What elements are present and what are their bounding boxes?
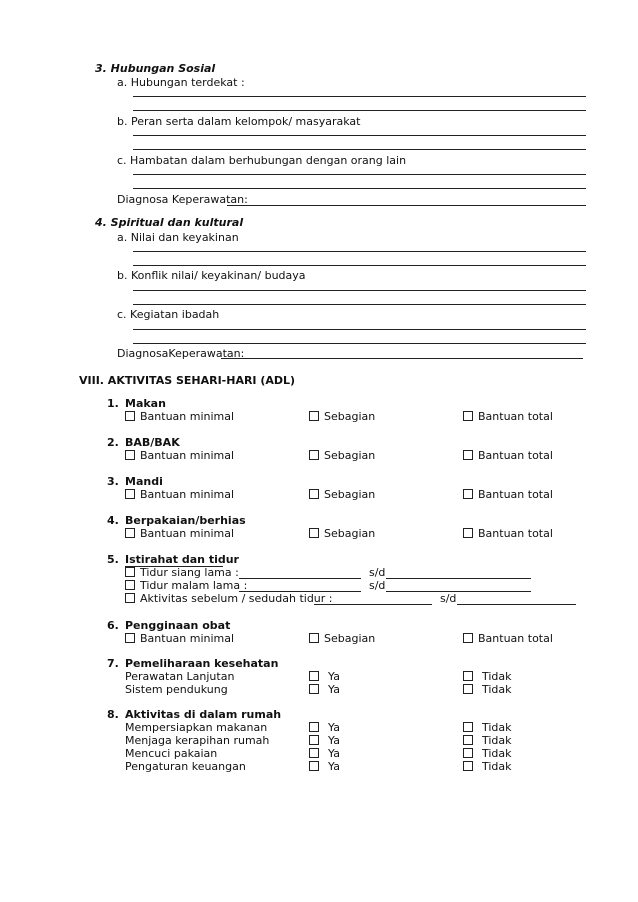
berpakaian-sebagian-checkbox[interactable]	[309, 528, 319, 538]
makan-bantuan-minimal-checkbox[interactable]	[125, 411, 135, 421]
adl-item-6-label: Pengginaan obat	[125, 619, 231, 632]
s4-b-line-1[interactable]	[133, 290, 586, 291]
babbak-bantuan-total-label: Bantuan total	[478, 449, 553, 462]
mempersiapkan-makanan-tidak-label: Tidak	[482, 721, 512, 734]
berpakaian-bantuan-total-label: Bantuan total	[478, 527, 553, 540]
mempersiapkan-makanan-ya-checkbox[interactable]	[309, 722, 319, 732]
obat-bantuan-minimal-label: Bantuan minimal	[140, 632, 235, 645]
s3-diagnosa-line[interactable]	[227, 205, 586, 206]
tidur-siang-checkbox[interactable]	[125, 567, 135, 577]
sistem-pendukung-tidak-label: Tidak	[482, 683, 512, 696]
adl-item-2-label: BAB/BAK	[125, 436, 180, 449]
s3-b-line-2[interactable]	[133, 149, 586, 150]
sistem-pendukung-label: Sistem pendukung	[125, 683, 228, 696]
adl-item-8-num: 8.	[107, 708, 119, 721]
obat-sebagian-label: Sebagian	[324, 632, 376, 645]
section-4-title: 4. Spiritual dan kultural	[95, 216, 244, 229]
adl-item-5-label: Istirahat dan tidur	[125, 553, 239, 566]
babbak-bantuan-total-checkbox[interactable]	[463, 450, 473, 460]
menjaga-kerapihan-tidak-label: Tidak	[482, 734, 512, 747]
mencuci-pakaian-tidak-label: Tidak	[482, 747, 512, 760]
s4-item-c-label: c. Kegiatan ibadah	[117, 308, 220, 321]
aktivitas-tidur-from-line[interactable]	[314, 604, 432, 605]
perawatan-lanjutan-ya-label: Ya	[328, 670, 340, 683]
mandi-bantuan-total-checkbox[interactable]	[463, 489, 473, 499]
tidur-siang-from-line[interactable]	[239, 578, 361, 579]
s3-diagnosa-label: Diagnosa Keperawatan:	[117, 193, 248, 206]
obat-sebagian-checkbox[interactable]	[309, 633, 319, 643]
menjaga-kerapihan-label: Menjaga kerapihan rumah	[125, 734, 270, 747]
makan-sebagian-checkbox[interactable]	[309, 411, 319, 421]
mencuci-pakaian-label: Mencuci pakaian	[125, 747, 218, 760]
berpakaian-bantuan-minimal-checkbox[interactable]	[125, 528, 135, 538]
pengaturan-keuangan-ya-label: Ya	[328, 760, 340, 773]
obat-bantuan-total-label: Bantuan total	[478, 632, 553, 645]
adl-item-2-num: 2.	[107, 436, 119, 449]
sistem-pendukung-tidak-checkbox[interactable]	[463, 684, 473, 694]
makan-bantuan-total-checkbox[interactable]	[463, 411, 473, 421]
babbak-bantuan-minimal-checkbox[interactable]	[125, 450, 135, 460]
adl-item-3-num: 3.	[107, 475, 119, 488]
babbak-bantuan-minimal-label: Bantuan minimal	[140, 449, 235, 462]
mencuci-pakaian-ya-checkbox[interactable]	[309, 748, 319, 758]
aktivitas-tidur-sd: s/d	[440, 592, 457, 605]
mempersiapkan-makanan-ya-label: Ya	[328, 721, 340, 734]
perawatan-lanjutan-tidak-checkbox[interactable]	[463, 671, 473, 681]
tidur-malam-checkbox[interactable]	[125, 580, 135, 590]
perawatan-lanjutan-ya-checkbox[interactable]	[309, 671, 319, 681]
tidur-malam-sd: s/d	[369, 579, 386, 592]
berpakaian-sebagian-label: Sebagian	[324, 527, 376, 540]
babbak-sebagian-checkbox[interactable]	[309, 450, 319, 460]
adl-item-7-num: 7.	[107, 657, 119, 670]
obat-bantuan-total-checkbox[interactable]	[463, 633, 473, 643]
makan-bantuan-minimal-label: Bantuan minimal	[140, 410, 235, 423]
s3-item-c-label: c. Hambatan dalam berhubungan dengan orang lain	[117, 154, 407, 167]
s4-c-line-2[interactable]	[133, 343, 586, 344]
s4-a-line-1[interactable]	[133, 251, 586, 252]
s4-item-b-label: b. Konflik nilai/ keyakinan/ budaya	[117, 269, 306, 282]
aktivitas-tidur-checkbox[interactable]	[125, 593, 135, 603]
sistem-pendukung-ya-checkbox[interactable]	[309, 684, 319, 694]
makan-sebagian-label: Sebagian	[324, 410, 376, 423]
adl-item-7-label: Pemeliharaan kesehatan	[125, 657, 279, 670]
tidur-siang-label: Tidur siang lama :	[140, 566, 239, 579]
adl-item-1-num: 1.	[107, 397, 119, 410]
s3-item-a-label: a. Hubungan terdekat :	[117, 76, 245, 89]
s3-a-line-2[interactable]	[133, 110, 586, 111]
s3-c-line-1[interactable]	[133, 174, 586, 175]
adl-item-1-label: Makan	[125, 397, 166, 410]
mandi-sebagian-checkbox[interactable]	[309, 489, 319, 499]
adl-item-3-label: Mandi	[125, 475, 163, 488]
mencuci-pakaian-tidak-checkbox[interactable]	[463, 748, 473, 758]
sistem-pendukung-ya-label: Ya	[328, 683, 340, 696]
adl-item-4-num: 4.	[107, 514, 119, 527]
menjaga-kerapihan-ya-checkbox[interactable]	[309, 735, 319, 745]
aktivitas-tidur-to-line[interactable]	[457, 604, 576, 605]
tidur-siang-to-line[interactable]	[386, 578, 531, 579]
tidur-malam-to-line[interactable]	[386, 591, 531, 592]
s4-b-line-2[interactable]	[133, 304, 586, 305]
mempersiapkan-makanan-label: Mempersiapkan makanan	[125, 721, 268, 734]
berpakaian-bantuan-minimal-label: Bantuan minimal	[140, 527, 235, 540]
perawatan-lanjutan-tidak-label: Tidak	[482, 670, 512, 683]
tidur-siang-sd: s/d	[369, 566, 386, 579]
berpakaian-bantuan-total-checkbox[interactable]	[463, 528, 473, 538]
pengaturan-keuangan-label: Pengaturan keuangan	[125, 760, 246, 773]
tidur-malam-label: Tidur malam lama :	[140, 579, 248, 592]
mandi-bantuan-minimal-checkbox[interactable]	[125, 489, 135, 499]
adl-item-5-num: 5.	[107, 553, 119, 566]
makan-bantuan-total-label: Bantuan total	[478, 410, 553, 423]
obat-bantuan-minimal-checkbox[interactable]	[125, 633, 135, 643]
perawatan-lanjutan-label: Perawatan Lanjutan	[125, 670, 235, 683]
babbak-sebagian-label: Sebagian	[324, 449, 376, 462]
section-viii-title: VIII. AKTIVITAS SEHARI-HARI (ADL)	[79, 374, 296, 387]
s3-c-line-2[interactable]	[133, 188, 586, 189]
section-3-title: 3. Hubungan Sosial	[95, 62, 216, 75]
mempersiapkan-makanan-tidak-checkbox[interactable]	[463, 722, 473, 732]
menjaga-kerapihan-ya-label: Ya	[328, 734, 340, 747]
s3-b-line-1[interactable]	[133, 135, 586, 136]
s4-item-a-label: a. Nilai dan keyakinan	[117, 231, 239, 244]
s4-a-line-2[interactable]	[133, 265, 586, 266]
mandi-sebagian-label: Sebagian	[324, 488, 376, 501]
s3-a-line-1[interactable]	[133, 96, 586, 97]
mandi-bantuan-minimal-label: Bantuan minimal	[140, 488, 235, 501]
adl-item-8-label: Aktivitas di dalam rumah	[125, 708, 282, 721]
pengaturan-keuangan-tidak-label: Tidak	[482, 760, 512, 773]
mandi-bantuan-total-label: Bantuan total	[478, 488, 553, 501]
mencuci-pakaian-ya-label: Ya	[328, 747, 340, 760]
adl-item-6-num: 6.	[107, 619, 119, 632]
adl-item-4-label: Berpakaian/berhias	[125, 514, 246, 527]
aktivitas-tidur-label: Aktivitas sebelum / sedudah tidur :	[140, 592, 333, 605]
menjaga-kerapihan-tidak-checkbox[interactable]	[463, 735, 473, 745]
pengaturan-keuangan-tidak-checkbox[interactable]	[463, 761, 473, 771]
s4-diagnosa-line[interactable]	[221, 358, 583, 359]
pengaturan-keuangan-ya-checkbox[interactable]	[309, 761, 319, 771]
s4-c-line-1[interactable]	[133, 329, 586, 330]
s4-diagnosa-label: DiagnosaKeperawatan:	[117, 347, 245, 360]
s3-item-b-label: b. Peran serta dalam kelompok/ masyarakat	[117, 115, 361, 128]
